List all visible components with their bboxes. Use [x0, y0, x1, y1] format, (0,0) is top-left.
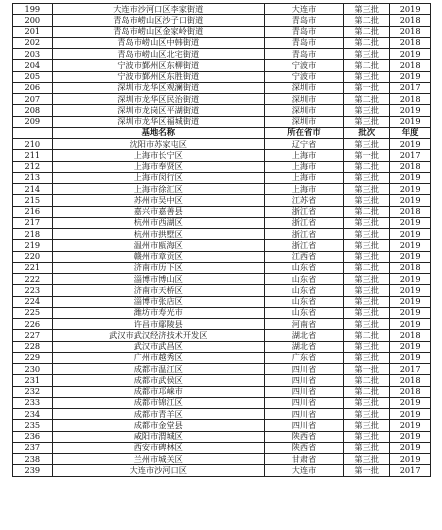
year: 2019	[390, 139, 431, 150]
batch: 第一批	[344, 465, 390, 476]
province-city: 四川省	[264, 364, 343, 375]
row-number: 205	[13, 71, 53, 82]
table-row	[13, 15, 431, 26]
year: 2017	[390, 150, 431, 161]
batch: 第三批	[344, 240, 390, 251]
batch: 第二批	[344, 60, 390, 71]
province-city: 深圳市	[264, 94, 343, 105]
base-name: 兰州市城关区	[52, 454, 264, 465]
table-row	[13, 251, 431, 262]
batch: 第三批	[344, 352, 390, 363]
table-row	[13, 397, 431, 408]
province-city: 河南省	[264, 319, 343, 330]
batch: 第二批	[344, 37, 390, 48]
base-name: 淄博市张店区	[52, 296, 264, 307]
table-row	[13, 60, 431, 71]
province-city: 深圳市	[264, 105, 343, 116]
province-city: 浙江省	[264, 240, 343, 251]
table-row	[13, 364, 431, 375]
province-city: 上海市	[264, 184, 343, 195]
year: 2018	[390, 37, 431, 48]
table-row	[13, 375, 431, 386]
base-name: 上海市闵行区	[52, 172, 264, 183]
year: 2018	[390, 262, 431, 273]
row-number: 232	[13, 386, 53, 397]
province-city: 浙江省	[264, 206, 343, 217]
table-row	[13, 161, 431, 172]
batch: 第三批	[344, 319, 390, 330]
base-name: 成都市温江区	[52, 364, 264, 375]
header-year-cell: 年度	[390, 127, 431, 138]
year: 2019	[390, 307, 431, 318]
year: 2019	[390, 116, 431, 127]
batch: 第三批	[344, 172, 390, 183]
year: 2019	[390, 195, 431, 206]
batch: 第一批	[344, 82, 390, 93]
table-row	[13, 217, 431, 228]
province-city: 深圳市	[264, 82, 343, 93]
row-number: 216	[13, 206, 53, 217]
table-body	[13, 4, 431, 477]
year: 2019	[390, 49, 431, 60]
year: 2019	[390, 274, 431, 285]
batch: 第三批	[344, 442, 390, 453]
year: 2018	[390, 330, 431, 341]
table-row	[13, 49, 431, 60]
year: 2018	[390, 375, 431, 386]
base-name: 杭州市西湖区	[52, 217, 264, 228]
year: 2019	[390, 251, 431, 262]
table-row	[13, 116, 431, 127]
table-row	[13, 71, 431, 82]
province-city: 大连市	[264, 4, 343, 15]
base-name: 温州市瓯海区	[52, 240, 264, 251]
province-city: 青岛市	[264, 37, 343, 48]
base-name: 成都市金堂县	[52, 420, 264, 431]
base-name: 西安市碑林区	[52, 442, 264, 453]
base-name: 沈阳市苏家屯区	[52, 139, 264, 150]
province-city: 深圳市	[264, 116, 343, 127]
province-city: 浙江省	[264, 229, 343, 240]
row-number: 209	[13, 116, 53, 127]
table-row	[13, 37, 431, 48]
row-number: 230	[13, 364, 53, 375]
row-number: 235	[13, 420, 53, 431]
table-row	[13, 195, 431, 206]
province-city: 浙江省	[264, 217, 343, 228]
base-name: 宁波市鄞州区东胜街道	[52, 71, 264, 82]
batch: 第三批	[344, 397, 390, 408]
province-city: 甘肃省	[264, 454, 343, 465]
base-name: 上海市长宁区	[52, 150, 264, 161]
table-row	[13, 4, 431, 15]
table-row	[13, 431, 431, 442]
province-city: 陕西省	[264, 442, 343, 453]
year: 2018	[390, 386, 431, 397]
table-row	[13, 285, 431, 296]
province-city: 广东省	[264, 352, 343, 363]
year: 2019	[390, 352, 431, 363]
row-number: 223	[13, 285, 53, 296]
year: 2018	[390, 15, 431, 26]
base-name: 苏州市吴中区	[52, 195, 264, 206]
base-name: 淄博市博山区	[52, 274, 264, 285]
row-number: 215	[13, 195, 53, 206]
batch: 第二批	[344, 330, 390, 341]
table-row	[13, 150, 431, 161]
batch: 第三批	[344, 341, 390, 352]
province-city: 青岛市	[264, 49, 343, 60]
year: 2019	[390, 319, 431, 330]
table-row	[13, 454, 431, 465]
year: 2018	[390, 94, 431, 105]
batch: 第二批	[344, 94, 390, 105]
row-number: 207	[13, 94, 53, 105]
province-city: 青岛市	[264, 15, 343, 26]
province-city: 宁波市	[264, 60, 343, 71]
table-row	[13, 105, 431, 116]
row-number: 229	[13, 352, 53, 363]
row-number: 218	[13, 229, 53, 240]
year: 2019	[390, 341, 431, 352]
base-name: 咸阳市渭城区	[52, 431, 264, 442]
row-number: 233	[13, 397, 53, 408]
province-city: 四川省	[264, 386, 343, 397]
row-number: 234	[13, 409, 53, 420]
row-number: 237	[13, 442, 53, 453]
batch: 第二批	[344, 15, 390, 26]
batch: 第三批	[344, 184, 390, 195]
table-row	[13, 330, 431, 341]
batch: 第三批	[344, 4, 390, 15]
base-name: 上海市奉贤区	[52, 161, 264, 172]
batch: 第三批	[344, 431, 390, 442]
base-name: 潍坊市寿光市	[52, 307, 264, 318]
base-name: 成都市武侯区	[52, 375, 264, 386]
base-name: 深圳市龙华区民治街道	[52, 94, 264, 105]
batch: 第三批	[344, 454, 390, 465]
year: 2019	[390, 217, 431, 228]
base-name: 赣州市章贡区	[52, 251, 264, 262]
year: 2017	[390, 465, 431, 476]
province-city: 江苏省	[264, 195, 343, 206]
batch: 第三批	[344, 285, 390, 296]
table-row	[13, 420, 431, 431]
table-row	[13, 465, 431, 476]
batch: 第一批	[344, 150, 390, 161]
table-header-row	[13, 127, 431, 138]
province-city: 江西省	[264, 251, 343, 262]
base-name: 青岛市崂山区沙子口街道	[52, 15, 264, 26]
header-batch-cell: 批次	[344, 127, 390, 138]
province-city: 四川省	[264, 397, 343, 408]
table-row	[13, 82, 431, 93]
province-city: 湖北省	[264, 341, 343, 352]
table-row	[13, 26, 431, 37]
row-number: 217	[13, 217, 53, 228]
row-number: 225	[13, 307, 53, 318]
batch: 第三批	[344, 420, 390, 431]
row-number: 221	[13, 262, 53, 273]
row-number: 231	[13, 375, 53, 386]
batch: 第三批	[344, 274, 390, 285]
year: 2019	[390, 409, 431, 420]
base-name: 武汉市武汉经济技术开发区	[52, 330, 264, 341]
year: 2019	[390, 296, 431, 307]
base-name: 济南市历下区	[52, 262, 264, 273]
year: 2018	[390, 60, 431, 71]
base-name: 宁波市鄞州区东柳街道	[52, 60, 264, 71]
table-row	[13, 341, 431, 352]
base-name: 杭州市拱墅区	[52, 229, 264, 240]
province-city: 山东省	[264, 296, 343, 307]
batch: 第一批	[344, 364, 390, 375]
table-row	[13, 139, 431, 150]
row-number: 226	[13, 319, 53, 330]
province-city: 山东省	[264, 307, 343, 318]
year: 2019	[390, 420, 431, 431]
base-name: 大连市沙河口区	[52, 465, 264, 476]
year: 2019	[390, 285, 431, 296]
year: 2019	[390, 71, 431, 82]
table-row	[13, 409, 431, 420]
table-row	[13, 172, 431, 183]
row-number: 201	[13, 26, 53, 37]
row-number: 211	[13, 150, 53, 161]
base-name: 青岛市崂山区北宅街道	[52, 49, 264, 60]
base-name: 大连市沙河口区李家街道	[52, 4, 264, 15]
table-row	[13, 94, 431, 105]
row-number: 239	[13, 465, 53, 476]
province-city: 上海市	[264, 161, 343, 172]
batch: 第二批	[344, 262, 390, 273]
province-city: 青岛市	[264, 26, 343, 37]
province-city: 山东省	[264, 262, 343, 273]
row-number: 199	[13, 4, 53, 15]
row-number: 202	[13, 37, 53, 48]
year: 2019	[390, 184, 431, 195]
batch: 第三批	[344, 105, 390, 116]
batch: 第三批	[344, 296, 390, 307]
row-number: 224	[13, 296, 53, 307]
base-name: 青岛市崂山区金家岭街道	[52, 26, 264, 37]
base-name: 广州市越秀区	[52, 352, 264, 363]
header-name-cell: 基地名称	[52, 127, 264, 138]
province-city: 陕西省	[264, 431, 343, 442]
row-number: 210	[13, 139, 53, 150]
row-number: 213	[13, 172, 53, 183]
table-row	[13, 307, 431, 318]
year: 2017	[390, 364, 431, 375]
batch: 第二批	[344, 161, 390, 172]
table-row	[13, 206, 431, 217]
row-number: 204	[13, 60, 53, 71]
province-city: 湖北省	[264, 330, 343, 341]
year: 2019	[390, 397, 431, 408]
row-number: 238	[13, 454, 53, 465]
base-name: 成都市邛崃市	[52, 386, 264, 397]
base-name: 青岛市崂山区中韩街道	[52, 37, 264, 48]
batch: 第二批	[344, 386, 390, 397]
province-city: 辽宁省	[264, 139, 343, 150]
base-name: 济南市天桥区	[52, 285, 264, 296]
header-number-cell	[13, 127, 53, 138]
batch: 第三批	[344, 217, 390, 228]
province-city: 四川省	[264, 420, 343, 431]
year: 2019	[390, 229, 431, 240]
year: 2019	[390, 454, 431, 465]
row-number: 220	[13, 251, 53, 262]
table-row	[13, 442, 431, 453]
year: 2019	[390, 4, 431, 15]
year: 2019	[390, 442, 431, 453]
batch: 第三批	[344, 307, 390, 318]
table-row	[13, 296, 431, 307]
year: 2019	[390, 105, 431, 116]
year: 2019	[390, 172, 431, 183]
year: 2018	[390, 161, 431, 172]
row-number: 203	[13, 49, 53, 60]
batch: 第三批	[344, 195, 390, 206]
batch: 第三批	[344, 71, 390, 82]
batch: 第二批	[344, 375, 390, 386]
province-city: 上海市	[264, 150, 343, 161]
row-number: 214	[13, 184, 53, 195]
base-name: 深圳市龙华区观澜街道	[52, 82, 264, 93]
row-number: 236	[13, 431, 53, 442]
table-row	[13, 184, 431, 195]
batch: 第三批	[344, 229, 390, 240]
row-number: 208	[13, 105, 53, 116]
province-city: 山东省	[264, 285, 343, 296]
year: 2018	[390, 26, 431, 37]
base-list-table	[12, 3, 431, 477]
row-number: 206	[13, 82, 53, 93]
batch: 第三批	[344, 409, 390, 420]
base-name: 深圳市龙华区福城街道	[52, 116, 264, 127]
table-row	[13, 229, 431, 240]
batch: 第二批	[344, 206, 390, 217]
header-city-cell: 所在省市	[264, 127, 343, 138]
province-city: 大连市	[264, 465, 343, 476]
year: 2017	[390, 82, 431, 93]
table-row	[13, 319, 431, 330]
table-row	[13, 386, 431, 397]
batch: 第三批	[344, 49, 390, 60]
table-row	[13, 274, 431, 285]
province-city: 四川省	[264, 375, 343, 386]
base-name: 成都市青羊区	[52, 409, 264, 420]
province-city: 宁波市	[264, 71, 343, 82]
base-name: 许昌市鄢陵县	[52, 319, 264, 330]
batch: 第二批	[344, 26, 390, 37]
batch: 第三批	[344, 116, 390, 127]
province-city: 四川省	[264, 409, 343, 420]
province-city: 山东省	[264, 274, 343, 285]
year: 2019	[390, 431, 431, 442]
table-row	[13, 262, 431, 273]
base-name: 武汉市武昌区	[52, 341, 264, 352]
row-number: 212	[13, 161, 53, 172]
base-name: 成都市锦江区	[52, 397, 264, 408]
row-number: 219	[13, 240, 53, 251]
row-number: 228	[13, 341, 53, 352]
year: 2018	[390, 206, 431, 217]
base-name: 上海市徐汇区	[52, 184, 264, 195]
row-number: 227	[13, 330, 53, 341]
batch: 第三批	[344, 251, 390, 262]
base-name: 嘉兴市嘉善县	[52, 206, 264, 217]
batch: 第三批	[344, 139, 390, 150]
row-number: 222	[13, 274, 53, 285]
province-city: 上海市	[264, 172, 343, 183]
year: 2019	[390, 240, 431, 251]
table-row	[13, 240, 431, 251]
table-row	[13, 352, 431, 363]
row-number: 200	[13, 15, 53, 26]
base-name: 深圳市龙岗区平湖街道	[52, 105, 264, 116]
